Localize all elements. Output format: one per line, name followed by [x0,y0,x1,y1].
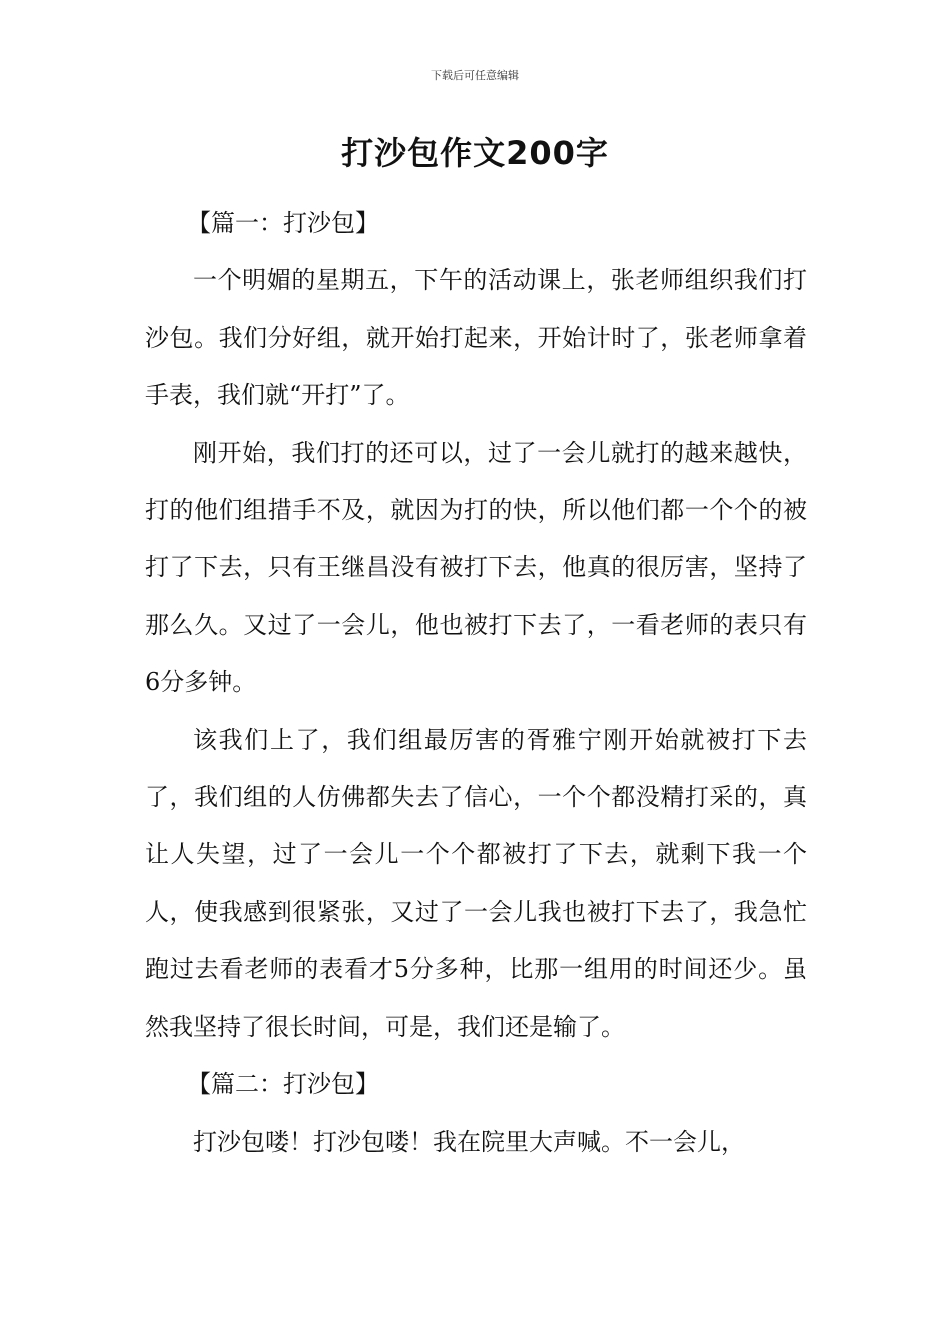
document-body [145,195,807,1171]
document-title: 打沙包作文200字 [341,134,609,172]
section-heading-1: 【篇一：打沙包】 [187,209,379,237]
paragraph-3: 该我们上了，我们组最厉害的胥雅宁刚开始就被打下去了，我们组的人仿佛都失去了信心，一个个都没精打采的，真让人失望，过了一会儿一个个都被打了下去，就剩下我一个人，使我感到很紧张，又过了一会儿我也被打下去了，我急忙跑过去看老师的表看才5分多种，比那一组用的时间还少。虽然我坚持了很长时间，可是，我们还是输了。 [145,725,807,1041]
section-heading-2: 【篇二：打沙包】 [187,1070,379,1099]
paragraph-2: 刚开始，我们打的还可以，过了一会儿就打的越来越快，打的他们组措手不及，就因为打的快，所以他们都一个个的被打了下去，只有王继昌没有被打下去，他真的很厉害，坚持了那么久。又过了一会儿，他也被打下去了，一看老师的表只有6分多钟。 [145,438,807,697]
header-note: 下载后可任意编辑 [431,69,519,82]
paragraph-4: 打沙包喽！打沙包喽！我在院里大声喊。不一会儿， [193,1127,745,1156]
paragraph-1: 一个明媚的星期五，下午的活动课上，张老师组织我们打沙包。我们分好组，就开始打起来，开始计时了，张老师拿着手表，我们就“开打”了。 [145,266,807,410]
